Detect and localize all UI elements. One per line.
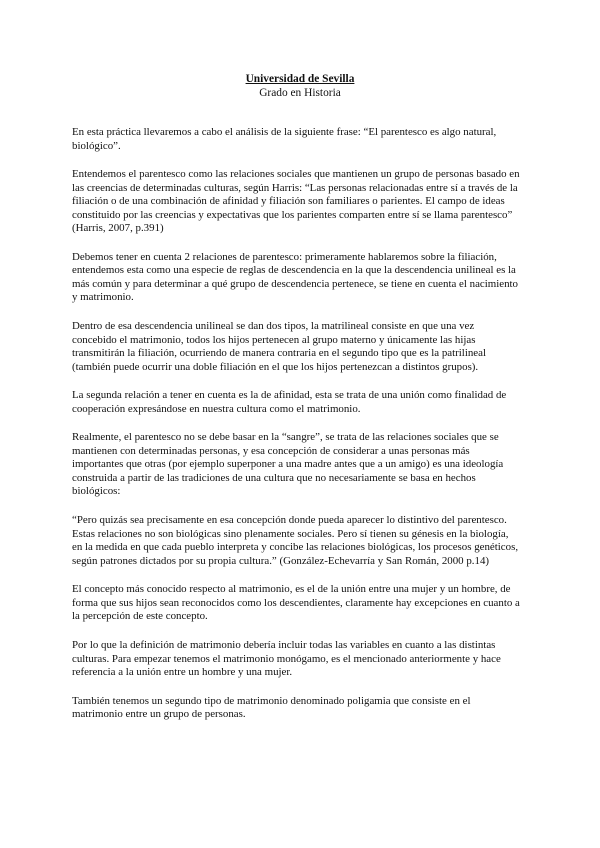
- document-body: [72, 126, 520, 737]
- paragraph-definition: Entendemos el parentesco como las relaciones sociales que mantienen un grupo de personas basado en las creencias de determinadas culturas, según Harris: “Las personas relacionadas entre sí a través de la filiación o de una combinación de afinidad y filiación son familiares o parientes. El campo de ideas constituido por las creencias y expectativas que los parientes comparten entre sí se llama parentesco” (Harris, 2007, p.391): [72, 168, 520, 235]
- document-header: [0, 72, 600, 100]
- paragraph-affinity: La segunda relación a tener en cuenta es la de afinidad, esta se trata de una unión como finalidad de cooperación expresándose en nuestra cultura como el matrimonio.: [72, 389, 507, 415]
- paragraph-quote: “Pero quizás sea precisamente en esa concepción donde pueda aparecer lo distintivo del parentesco. Estas relaciones no son biológicas sino plenamente sociales. Pero sí tienen su génesis en la biología, en la medida en que cada pueblo interpreta y concibe las relaciones biológicas, los procesos genéticos, según patrones dictados por su propia cultura.” (González-Echevarría y San Román, 2000 p.14): [72, 514, 519, 567]
- document-title: Universidad de Sevilla: [245, 73, 355, 85]
- paragraph-descent-types: Dentro de esa descendencia unilineal se dan dos tipos, la matrilineal consiste en que una vez concebido el matrimonio, todos los hijos pertenecen al grupo materno y únicamente las hijas transmitirán la filiación, ocurriendo de manera contraria en el segundo tipo que es la patrilineal (también puede ocurrir una doble filiación en el que los hijos pertenezcan a distintos grupos).: [72, 320, 486, 373]
- paragraph-filiation: Debemos tener en cuenta 2 relaciones de parentesco: primeramente hablaremos sobre la filiación, entendemos esta como una especie de reglas de descendencia en la que la descendencia unilineal es la más común y para determinar a qué grupo de descendencia pertenece, se tiene en cuenta el nacimiento y matrimonio.: [72, 250, 519, 304]
- paragraph-marriage-concept: El concepto más conocido respecto al matrimonio, es el de la unión entre una mujer y un hombre, de forma que sus hijos sean reconocidos como los descendientes, claramente hay excepciones en cuanto a la percepción de este concepto.: [72, 583, 520, 623]
- paragraph-blood: Realmente, el parentesco no se debe basar en la “sangre”, se trata de las relaciones sociales que se mantienen con determinadas personas, y esa concepción de considerar a unas personas más importantes que otras (por ejemplo superponer a una madre antes que a un amigo) es una ideología construida a partir de las tradiciones de una cultura que no necesariamente se basa en hechos biológicos:: [72, 431, 504, 498]
- paragraph-intro: En esta práctica llevaremos a cabo el análisis de la siguiente frase: “El parentesco es algo natural, biológico”.: [72, 126, 497, 152]
- paragraph-monogamy: Por lo que la definición de matrimonio debería incluir todas las variables en cuanto a las distintas culturas. Para empezar tenemos el matrimonio monógamo, es el mencionado anteriormente y hace referencia a la unión entre un hombre y una mujer.: [72, 639, 501, 678]
- document-subtitle: Grado en Historia: [259, 87, 341, 99]
- paragraph-polygamy: También tenemos un segundo tipo de matrimonio denominado poligamia que consiste en el matrimonio entre un grupo de personas.: [72, 694, 471, 721]
